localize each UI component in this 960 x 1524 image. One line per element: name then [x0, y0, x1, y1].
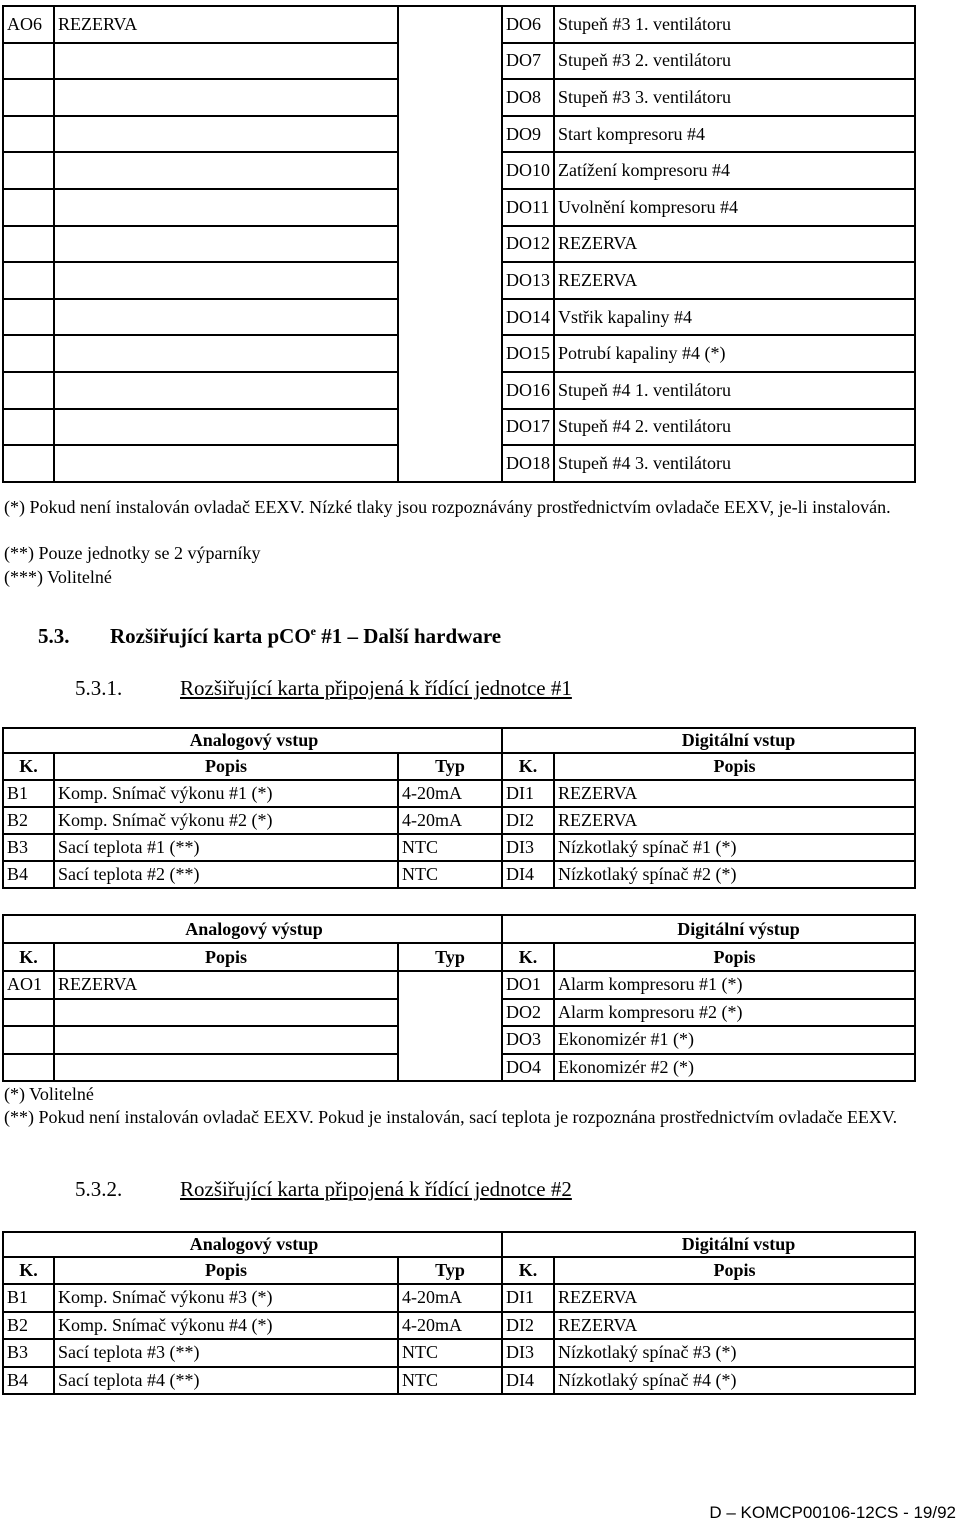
io-table-3: [2, 1231, 916, 1395]
table-cell: [3, 299, 54, 336]
table-cell: B1: [3, 780, 54, 807]
table-cell: DO18: [502, 445, 554, 482]
table-cell: REZERVA: [54, 6, 398, 43]
table-cell: Komp. Snímač výkonu #4 (*): [54, 1312, 398, 1340]
footnote-evaporators: (**) Pouze jednotky se 2 výparníky: [4, 543, 261, 563]
table-cell: DO1: [502, 971, 554, 999]
table-cell: DO15: [502, 335, 554, 372]
table-row: [3, 335, 915, 372]
table-cell: Ekonomizér #1 (*): [554, 1026, 915, 1054]
table-cell: [3, 1054, 54, 1082]
table-cell: [54, 43, 398, 80]
table-cell: Stupeň #3 2. ventilátoru: [554, 43, 915, 80]
col-k: K.: [3, 753, 54, 780]
page-footer: D – KOMCP00106-12CS - 19/92: [709, 1503, 956, 1522]
col-popis: Popis: [54, 1257, 398, 1284]
table-cell: [3, 1026, 54, 1054]
table-cell: [398, 971, 502, 999]
section-heading: [38, 624, 501, 649]
table-cell: NTC: [398, 861, 502, 888]
table-cell: [398, 262, 502, 299]
table-cell: [3, 152, 54, 189]
table-row: [3, 1054, 915, 1082]
footnote-eexv: (*) Pokud není instalován ovladač EEXV. Nízké tlaky jsou rozpoznávány prostřednictvím ovladače EEXV, je-li instalován.: [4, 497, 891, 517]
analog-input-header: Analogový vstup: [3, 728, 502, 753]
table-cell: 4-20mA: [398, 807, 502, 834]
table-cell: [3, 43, 54, 80]
table-cell: [398, 299, 502, 336]
table-cell: DO11: [502, 189, 554, 226]
table-cell: Nízkotlaký spínač #1 (*): [554, 834, 915, 861]
table-cell: 4-20mA: [398, 780, 502, 807]
table-cell: Sací teplota #2 (**): [54, 861, 398, 888]
table-cell: DO14: [502, 299, 554, 336]
table-cell: NTC: [398, 834, 502, 861]
table-cell: Vstřik kapaliny #4: [554, 299, 915, 336]
table-cell: [54, 372, 398, 409]
table-cell: 4-20mA: [398, 1284, 502, 1312]
table-cell: DI3: [502, 834, 554, 861]
table-cell: DO10: [502, 152, 554, 189]
table-cell: [54, 445, 398, 482]
table-cell: Zatížení kompresoru #4: [554, 152, 915, 189]
table-cell: Potrubí kapaliny #4 (*): [554, 335, 915, 372]
digital-input-header: Digitální vstup: [502, 1232, 915, 1257]
table-cell: DO12: [502, 226, 554, 263]
table-cell: DO16: [502, 372, 554, 409]
table-row: [3, 372, 915, 409]
table-cell: [3, 999, 54, 1027]
col-popis: Popis: [554, 943, 915, 971]
table-cell: [3, 79, 54, 116]
table-cell: [54, 152, 398, 189]
table-cell: Komp. Snímač výkonu #3 (*): [54, 1284, 398, 1312]
table-cell: DI1: [502, 780, 554, 807]
section-title-b: #1 – Další hardware: [315, 624, 502, 648]
table-cell: Uvolnění kompresoru #4: [554, 189, 915, 226]
table-cell: DO2: [502, 999, 554, 1027]
col-k: K.: [502, 753, 554, 780]
table-cell: [398, 226, 502, 263]
subsection-1-title: Rozšiřující karta připojená k řídící jednotce #1: [180, 676, 572, 700]
table-cell: [3, 335, 54, 372]
table-cell: DI4: [502, 1367, 554, 1395]
table-cell: Nízkotlaký spínač #3 (*): [554, 1339, 915, 1367]
table-cell: [54, 262, 398, 299]
table-cell: B3: [3, 834, 54, 861]
table-cell: Nízkotlaký spínač #4 (*): [554, 1367, 915, 1395]
table-cell: NTC: [398, 1339, 502, 1367]
col-k: K.: [3, 943, 54, 971]
table-row: [3, 1367, 915, 1395]
table-cell: [398, 43, 502, 80]
table-cell: Alarm kompresoru #1 (*): [554, 971, 915, 999]
subsection-2-number: 5.3.2.: [75, 1177, 123, 1201]
table-cell: Sací teplota #3 (**): [54, 1339, 398, 1367]
col-popis: Popis: [554, 1257, 915, 1284]
table-cell: [54, 189, 398, 226]
footnote-optional: (***) Volitelné: [4, 567, 112, 587]
table-cell: [398, 189, 502, 226]
table-row: [3, 6, 915, 43]
table-cell: [398, 445, 502, 482]
col-typ: Typ: [398, 943, 502, 971]
table-cell: Ekonomizér #2 (*): [554, 1054, 915, 1082]
table-cell: DO8: [502, 79, 554, 116]
table-row: [3, 1339, 915, 1367]
table-cell: [3, 226, 54, 263]
table-cell: Stupeň #3 1. ventilátoru: [554, 6, 915, 43]
analog-output-header: Analogový výstup: [3, 915, 502, 943]
table-row: [3, 780, 915, 807]
analog-input-header: Analogový vstup: [3, 1232, 502, 1257]
table-cell: B1: [3, 1284, 54, 1312]
table-cell: [398, 152, 502, 189]
col-k: K.: [502, 1257, 554, 1284]
table-row: [3, 445, 915, 482]
table-cell: [3, 372, 54, 409]
table-cell: Stupeň #4 1. ventilátoru: [554, 372, 915, 409]
table-row: [3, 1284, 915, 1312]
table-row: [3, 189, 915, 226]
table-cell: [54, 1026, 398, 1054]
table-row: [3, 1026, 915, 1054]
col-typ: Typ: [398, 753, 502, 780]
table-cell: DO6: [502, 6, 554, 43]
table-row: [3, 116, 915, 153]
table-cell: B2: [3, 1312, 54, 1340]
table-cell: [398, 1026, 502, 1054]
table-cell: DO4: [502, 1054, 554, 1082]
table-cell: [3, 262, 54, 299]
table-cell: Stupeň #3 3. ventilátoru: [554, 79, 915, 116]
table-cell: DI3: [502, 1339, 554, 1367]
table-cell: DI4: [502, 861, 554, 888]
table-cell: B2: [3, 807, 54, 834]
table-cell: [398, 6, 502, 43]
table-cell: DO17: [502, 409, 554, 446]
table-cell: 4-20mA: [398, 1312, 502, 1340]
table-cell: NTC: [398, 1367, 502, 1395]
table-row: [3, 999, 915, 1027]
table-cell: DI2: [502, 1312, 554, 1340]
table-cell: B4: [3, 1367, 54, 1395]
col-typ: Typ: [398, 1257, 502, 1284]
io-table-1: [2, 727, 916, 889]
subsection-1-number: 5.3.1.: [75, 676, 123, 700]
col-k: K.: [3, 1257, 54, 1284]
table-row: [3, 79, 915, 116]
top-io-table: [2, 5, 916, 483]
table-cell: [398, 409, 502, 446]
table-cell: REZERVA: [554, 226, 915, 263]
table-cell: [398, 372, 502, 409]
table-cell: [398, 335, 502, 372]
table-cell: [54, 335, 398, 372]
table-cell: [398, 79, 502, 116]
table-cell: DO7: [502, 43, 554, 80]
footnote-eexv-2: (**) Pokud není instalován ovladač EEXV. Pokud je instalován, sací teplota je rozpoznána prostřednictvím ovladače EEXV.: [4, 1107, 898, 1127]
table-row: [3, 299, 915, 336]
table-cell: [398, 1054, 502, 1082]
table-cell: REZERVA: [554, 780, 915, 807]
io-table-2: [2, 914, 916, 1082]
table-cell: [54, 116, 398, 153]
table-row: [3, 861, 915, 888]
table-row: [3, 834, 915, 861]
table-cell: Sací teplota #1 (**): [54, 834, 398, 861]
table-cell: REZERVA: [554, 1284, 915, 1312]
table-cell: REZERVA: [554, 1312, 915, 1340]
table-cell: REZERVA: [54, 971, 398, 999]
table-cell: Stupeň #4 3. ventilátoru: [554, 445, 915, 482]
table-row: [3, 43, 915, 80]
subsection-2-heading: [75, 1177, 775, 1205]
col-popis: Popis: [554, 753, 915, 780]
table-cell: Sací teplota #4 (**): [54, 1367, 398, 1395]
digital-output-header: Digitální výstup: [502, 915, 915, 943]
section-title-a: Rozšiřující karta pCO: [110, 624, 311, 648]
table-cell: REZERVA: [554, 262, 915, 299]
table-row: [3, 1312, 915, 1340]
subsection-2-title: Rozšiřující karta připojená k řídící jednotce #2: [180, 1177, 572, 1201]
table-cell: DO9: [502, 116, 554, 153]
table-cell: [54, 999, 398, 1027]
table-cell: [54, 226, 398, 263]
table-row: [3, 409, 915, 446]
table-cell: Komp. Snímač výkonu #2 (*): [54, 807, 398, 834]
table-row: [3, 971, 915, 999]
col-popis: Popis: [54, 753, 398, 780]
table-cell: DI1: [502, 1284, 554, 1312]
footnote-optional-2: (*) Volitelné: [4, 1084, 94, 1104]
table-cell: [54, 299, 398, 336]
col-popis: Popis: [54, 943, 398, 971]
table-row: [3, 226, 915, 263]
section-number: 5.3.: [38, 624, 70, 648]
table-cell: [54, 409, 398, 446]
table-cell: B4: [3, 861, 54, 888]
table-cell: AO6: [3, 6, 54, 43]
table-cell: AO1: [3, 971, 54, 999]
table-cell: B3: [3, 1339, 54, 1367]
table-cell: Stupeň #4 2. ventilátoru: [554, 409, 915, 446]
table-cell: REZERVA: [554, 807, 915, 834]
table-cell: Start kompresoru #4: [554, 116, 915, 153]
table-cell: DI2: [502, 807, 554, 834]
table-cell: [3, 445, 54, 482]
table-row: [3, 807, 915, 834]
table-cell: [3, 409, 54, 446]
table-row: [3, 152, 915, 189]
table-cell: Nízkotlaký spínač #2 (*): [554, 861, 915, 888]
table-cell: [398, 999, 502, 1027]
table-cell: DO13: [502, 262, 554, 299]
table-cell: [3, 116, 54, 153]
table-cell: Komp. Snímač výkonu #1 (*): [54, 780, 398, 807]
table-cell: [3, 189, 54, 226]
table-row: [3, 262, 915, 299]
table-cell: Alarm kompresoru #2 (*): [554, 999, 915, 1027]
subsection-1-heading: [75, 676, 775, 704]
section-title-sup: e: [310, 624, 316, 638]
table-cell: [54, 1054, 398, 1082]
table-cell: [54, 79, 398, 116]
table-cell: [398, 116, 502, 153]
table-cell: DO3: [502, 1026, 554, 1054]
col-k: K.: [502, 943, 554, 971]
digital-input-header: Digitální vstup: [502, 728, 915, 753]
